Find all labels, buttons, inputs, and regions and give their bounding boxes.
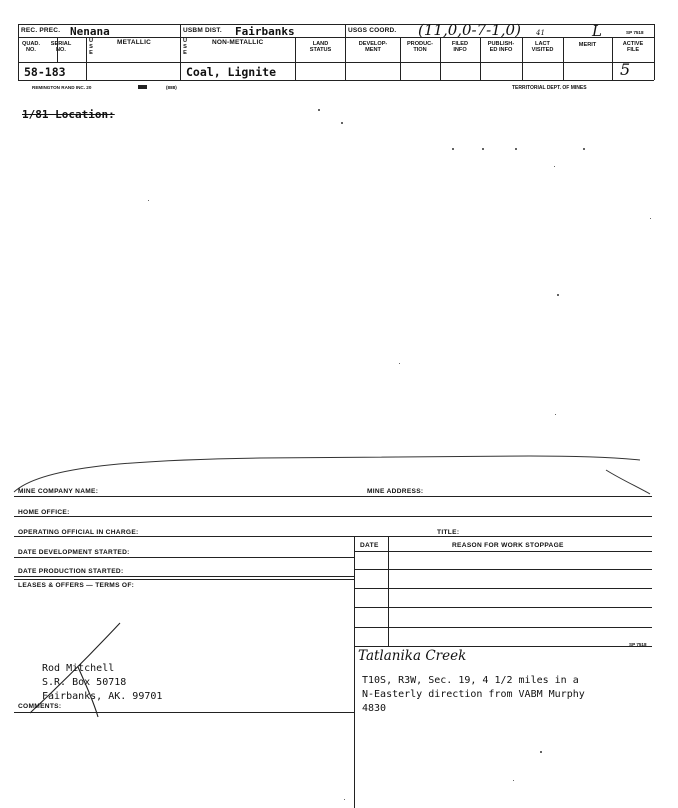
- scan-speck: [452, 148, 454, 150]
- scan-speck: [555, 414, 556, 415]
- scan-speck: [513, 780, 514, 781]
- rec-prec-label: REC. PREC.: [21, 27, 61, 34]
- serial-label: SERIAL NO.: [50, 41, 72, 54]
- serial-value: 58-183: [24, 65, 66, 79]
- form-code-top: SP 7518: [626, 30, 644, 35]
- usbm-dist-label: USBM DIST.: [183, 27, 222, 34]
- site-line2: N-Easterly direction from VABM Murphy: [362, 689, 585, 700]
- active-file-label: ACTIVE FILE: [622, 41, 644, 54]
- usgs-coord-label: USGS COORD.: [348, 27, 397, 34]
- site-line3: 4830: [362, 703, 387, 714]
- use-letters-nonmetallic: U S E: [182, 38, 188, 56]
- scan-speck: [650, 218, 651, 219]
- scan-speck: [341, 122, 343, 124]
- scan-speck: [540, 751, 542, 753]
- contact-address1: S.R. Box 50718: [42, 677, 127, 688]
- date-development-label: DATE DEVELOPMENT STARTED:: [18, 549, 130, 556]
- usgs-mark: L: [592, 22, 602, 40]
- dept-note: TERRITORIAL DEPT. OF MINES: [512, 85, 587, 91]
- title-label: TITLE:: [437, 529, 460, 536]
- reason-col-label: REASON FOR WORK STOPPAGE: [452, 542, 564, 549]
- last-visited-label: LACT VISITED: [531, 41, 554, 54]
- contact-name: Rod Mitchell: [42, 663, 115, 674]
- develop-label: DEVELOP- MENT: [358, 41, 388, 54]
- leases-label: LEASES & OFFERS — TERMS OF:: [18, 582, 135, 589]
- filed-info-label: FILED INFO: [451, 41, 469, 54]
- active-file-mark: 5: [620, 60, 631, 79]
- scan-speck: [148, 200, 149, 201]
- printer-note: REMINGTON RAND INC. 20: [32, 85, 92, 90]
- scan-speck: [554, 166, 555, 167]
- rec-prec-value: Nenana: [70, 25, 110, 38]
- use-letters-metallic: U S E: [88, 38, 94, 56]
- card-edge-curve: [0, 440, 678, 500]
- site-line1: T10S, R3W, Sec. 19, 4 1/2 miles in a: [362, 675, 579, 686]
- land-status-label: LAND STATUS: [309, 41, 332, 54]
- printer-mark: [138, 85, 147, 89]
- scan-speck: [557, 294, 559, 296]
- operating-official-label: OPERATING OFFICIAL IN CHARGE:: [18, 529, 139, 536]
- comments-label: COMMENTS:: [18, 703, 62, 710]
- usgs-extra-value: 41: [536, 29, 545, 37]
- location-label: 1/81 Location:: [22, 108, 115, 121]
- production-label: PRODUC- TION: [406, 41, 434, 54]
- scan-speck: [399, 363, 400, 364]
- scan-speck: [482, 148, 484, 150]
- usbm-dist-value: Fairbanks: [235, 25, 295, 38]
- scan-speck: [344, 799, 345, 800]
- scan-speck: [515, 148, 517, 150]
- contact-address2: Fairbanks, AK. 99701: [42, 691, 163, 702]
- nonmetallic-label: NON-METALLIC: [212, 39, 264, 46]
- quad-label: QUAD. NO.: [21, 41, 41, 54]
- printer-code: (888): [166, 85, 177, 90]
- scan-speck: [318, 109, 320, 111]
- mine-company-label: MINE COMPANY NAME:: [18, 488, 99, 495]
- home-office-label: HOME OFFICE:: [18, 509, 70, 516]
- date-production-label: DATE PRODUCTION STARTED:: [18, 568, 124, 575]
- date-col-label: DATE: [360, 542, 379, 549]
- metallic-label: METALLIC: [117, 39, 151, 46]
- scan-speck: [583, 148, 585, 150]
- merit-label: MERIT: [578, 42, 597, 48]
- creek-name: Tatlanika Creek: [358, 648, 467, 664]
- form-code-bottom: SP 7518: [629, 642, 647, 647]
- usgs-coord-value: (11,0,0-7-1,0): [418, 21, 521, 39]
- nonmetallic-value: Coal, Lignite: [186, 65, 277, 79]
- mine-address-label: MINE ADDRESS:: [367, 488, 424, 495]
- published-label: PUBLISH- ED INFO: [487, 41, 515, 54]
